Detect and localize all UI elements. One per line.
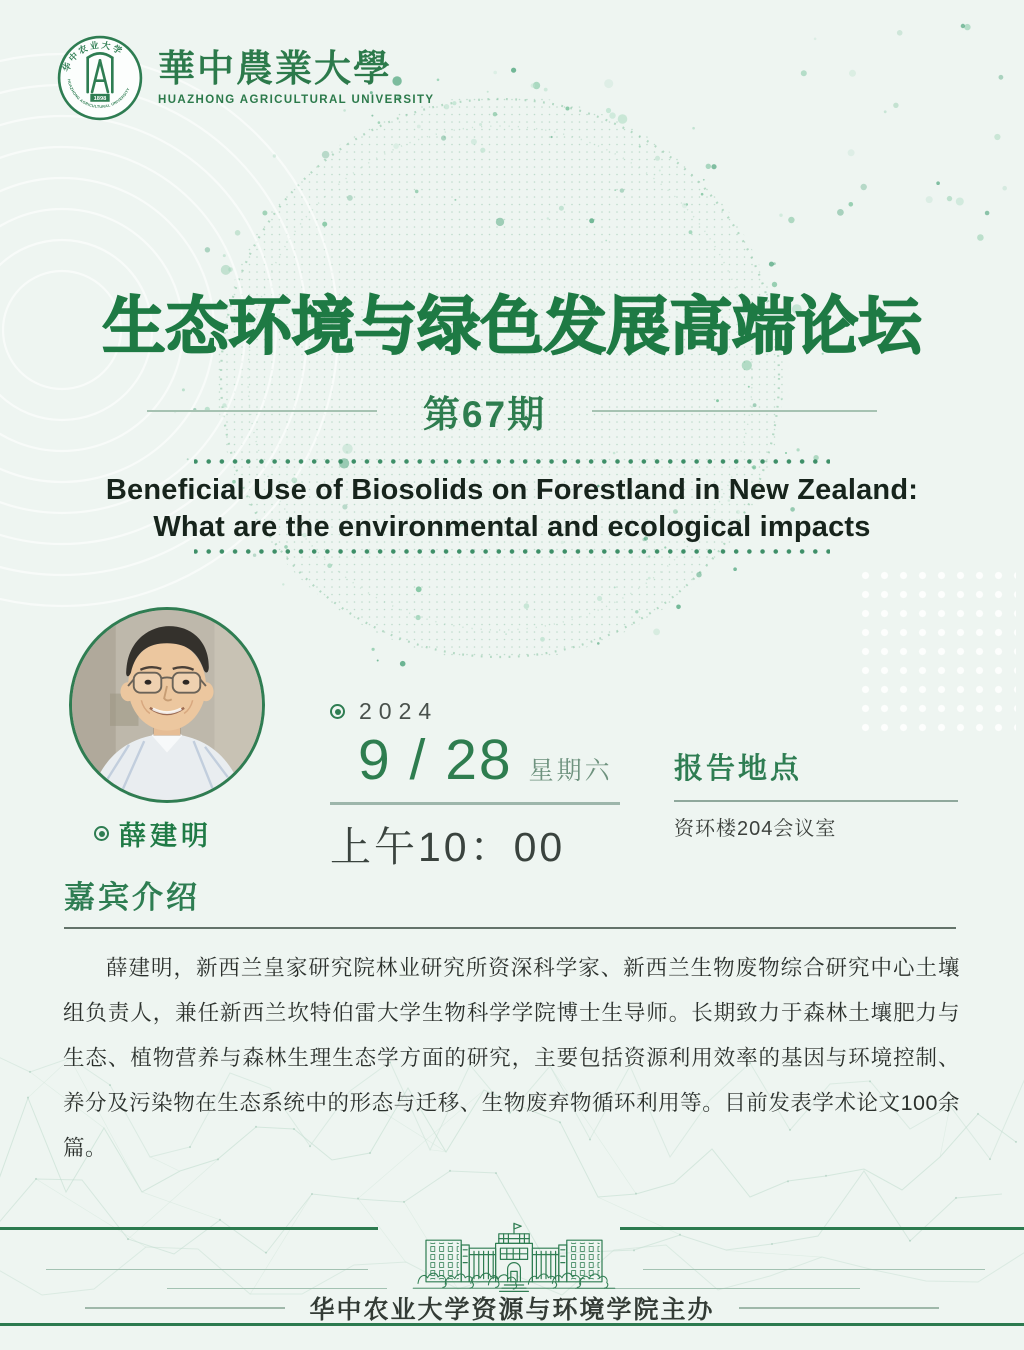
organizer-text: 华中农业大学资源与环境学院主办 — [309, 1296, 715, 1324]
event-date: 9 / 28 — [358, 728, 513, 792]
session-rule-right — [592, 410, 877, 412]
organizer-rule-right — [739, 1307, 939, 1308]
organizer-row — [0, 1290, 1024, 1326]
venue-rule — [674, 800, 958, 802]
schedule-block — [330, 698, 622, 873]
venue-label: 报告地点 — [674, 753, 803, 785]
talk-title-line1: Beneficial Use of Biosolids on Forestland in New Zealand: — [105, 474, 919, 506]
speaker-bio: 薛建明，新西兰皇家研究院林业研究所资深科学家、新西兰生物废物综合研究中心土壤组负责人，兼任新西兰坎特伯雷大学生物科学学院博士生导师。长期致力于森林土壤肥力与生态、植物营养与森林生理生态学方面的研究，主要包括资源利用效率的基因与环境控制、养分及污染物在生态系统中的形态与迁移、生物废弃物循环利用等。目前发表学术论文100余篇。 — [63, 956, 960, 1160]
speaker-photo — [69, 607, 265, 803]
section-guest-intro: 嘉宾介绍 — [64, 880, 200, 915]
university-header — [56, 34, 435, 122]
event-year: 2024 — [359, 698, 439, 724]
footer-line-top-right — [620, 1227, 1024, 1230]
university-name-calligraphy: 華中農業大學 — [158, 46, 392, 90]
event-weekday: 星期六 — [528, 757, 613, 785]
seal-name-cn: 华中农业大学 — [60, 39, 126, 74]
session-row — [0, 384, 1024, 438]
session-number: 第67期 — [422, 394, 547, 435]
footer-thin-line — [643, 1269, 985, 1270]
seal-year: 1898 — [93, 96, 107, 102]
university-name-en: HUAZHONG AGRICULTURAL UNIVERSITY — [158, 94, 435, 106]
date-row — [358, 727, 622, 793]
speaker-name-text: 薛建明 — [119, 821, 212, 851]
talk-title — [0, 472, 1024, 545]
white-dot-grid-decor — [856, 566, 1016, 741]
forum-title: 生态环境与绿色发展高端论坛 — [102, 292, 922, 362]
dotted-divider-top — [194, 459, 830, 464]
organizer-rule-left — [85, 1307, 285, 1308]
venue-room: 资环楼204会议室 — [674, 818, 837, 840]
footer-thin-line — [46, 1269, 368, 1270]
bullseye-icon — [330, 704, 345, 719]
talk-title-line2: What are the environmental and ecological impacts — [153, 510, 871, 543]
campus-building-illustration — [368, 1221, 660, 1301]
bullseye-icon — [94, 826, 109, 841]
section-divider — [64, 927, 956, 929]
schedule-rule — [330, 802, 620, 805]
year-row — [330, 698, 622, 725]
venue-block — [674, 746, 958, 841]
speaker-name — [94, 814, 212, 853]
footer-line-top-left — [0, 1227, 378, 1230]
speaker-portrait-illustration — [72, 610, 262, 800]
session-rule-left — [147, 410, 377, 412]
university-names — [158, 46, 435, 106]
event-time: 上午10：00 — [330, 823, 566, 870]
seal-name-en: HUAZHONG AGRICULTURAL UNIVERSITY — [66, 78, 131, 109]
dotted-divider-bottom — [194, 549, 830, 554]
university-seal-logo — [56, 34, 144, 122]
